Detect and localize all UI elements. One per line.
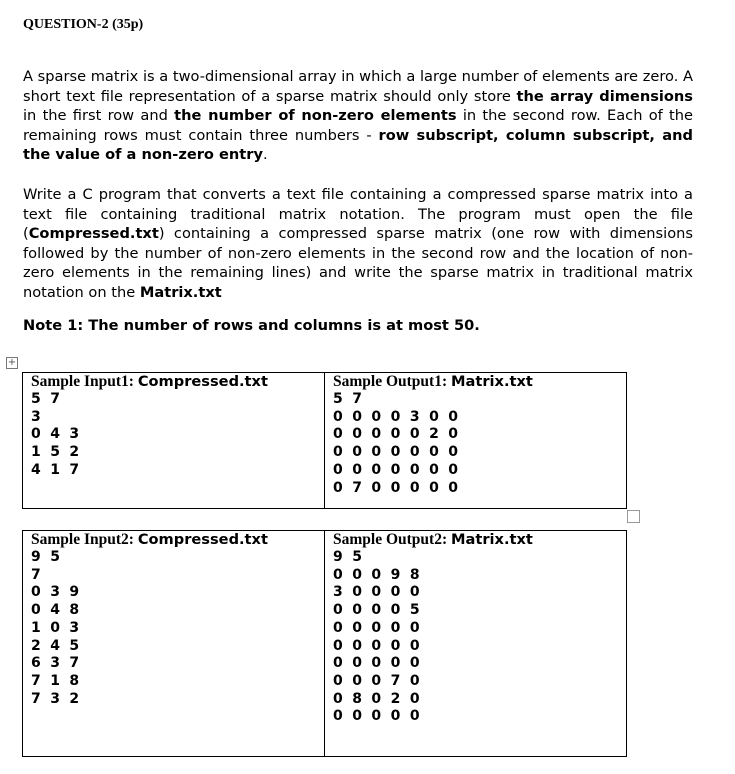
table1-output-lines <box>333 391 626 497</box>
paragraph-task <box>23 185 693 302</box>
table1-output-cell <box>325 373 627 509</box>
p1-bold-1: the array dimensions <box>516 87 693 105</box>
paragraph-definition <box>23 67 693 165</box>
p2-bold-1: Compressed.txt <box>28 225 159 242</box>
data-line: 5 7 <box>333 391 365 407</box>
table2-output-header: Sample Output2: Matrix.txt <box>333 531 533 548</box>
data-line: 0 7 0 0 0 0 0 <box>333 479 461 496</box>
data-line: 0 4 3 <box>31 426 82 443</box>
data-line: 0 0 0 0 0 <box>333 708 422 725</box>
data-line: 7 3 2 <box>31 690 82 707</box>
data-line: 0 3 9 <box>31 584 82 601</box>
data-line: 4 1 7 <box>31 461 82 478</box>
table2-output-lines <box>333 549 626 726</box>
table2-input-cell <box>23 531 325 757</box>
data-line: 0 0 0 0 0 2 0 <box>333 426 461 443</box>
table2-input-header: Sample Input2: Compressed.txt <box>31 531 268 548</box>
sample-table-2 <box>22 530 627 757</box>
table2-input-lines <box>31 549 324 708</box>
p1-text-4: . <box>263 146 268 163</box>
data-line: 0 0 0 9 8 <box>333 566 422 583</box>
question-heading: QUESTION-2 (35p) <box>23 17 144 32</box>
data-line: 9 5 <box>31 549 63 565</box>
p2-text-1: Write a C program that converts a text file containing a compressed sparse matrix into a text file containing traditional matrix notation. The program must open the file ( <box>23 186 693 242</box>
p1-bold-3: row subscript, column subscript, and the value of a non-zero entry <box>23 126 693 163</box>
table-move-handle-icon[interactable]: + <box>7 357 17 368</box>
p1-bold-2: the number of non-zero elements <box>174 107 457 124</box>
p1-text-1: A sparse matrix is a two-dimensional array in which a large number of elements are zero. A short text file representation of a sparse matrix should only store <box>23 68 693 105</box>
data-line: 0 4 8 <box>31 602 82 619</box>
data-line: 0 0 0 0 0 0 0 <box>333 461 461 478</box>
p1-text-3: in the second row. Each of the remaining rows must contain three numbers - <box>23 107 694 144</box>
data-line: 0 0 0 0 0 0 0 <box>333 444 461 461</box>
data-line: 7 1 8 <box>31 672 82 689</box>
data-line: 2 4 5 <box>31 637 82 654</box>
table1-input-header: Sample Input1: Compressed.txt <box>31 373 268 390</box>
data-line: 0 0 0 0 3 0 0 <box>333 408 461 425</box>
table1-input-lines <box>31 391 324 480</box>
data-line: 7 <box>31 566 44 583</box>
data-line: 0 0 0 0 0 <box>333 637 422 654</box>
data-line: 6 3 7 <box>31 655 82 672</box>
table1-output-header: Sample Output1: Matrix.txt <box>333 373 533 390</box>
data-line: 1 0 3 <box>31 619 82 636</box>
table-resize-handle[interactable] <box>627 510 640 523</box>
data-line: 5 7 <box>31 391 63 407</box>
data-line: 0 0 0 0 0 <box>333 619 422 636</box>
table2-output-cell <box>325 531 627 757</box>
table1-input-cell <box>23 373 325 509</box>
data-line: 3 0 0 0 0 <box>333 584 422 601</box>
data-line: 0 0 0 0 5 <box>333 602 422 619</box>
data-line: 0 8 0 2 0 <box>333 690 422 707</box>
data-line: 9 5 <box>333 549 365 565</box>
data-line: 0 0 0 0 0 <box>333 655 422 672</box>
sample-table-1 <box>22 372 627 509</box>
note-text: Note 1: The number of rows and columns is at most 50. <box>23 317 480 334</box>
data-line: 3 <box>31 408 44 425</box>
p1-text-2: in the first row and <box>23 107 175 124</box>
p2-bold-2: Matrix.txt <box>139 283 222 301</box>
data-line: 0 0 0 7 0 <box>333 672 422 689</box>
data-line: 1 5 2 <box>31 444 82 461</box>
p2-text-2: ) containing a compressed sparse matrix (one row with dimensions followed by the number of non-zero elements in the second row and the location of non-zero elements in the remaining lines) and write the sparse matrix in traditional matrix notation on the <box>23 225 693 301</box>
